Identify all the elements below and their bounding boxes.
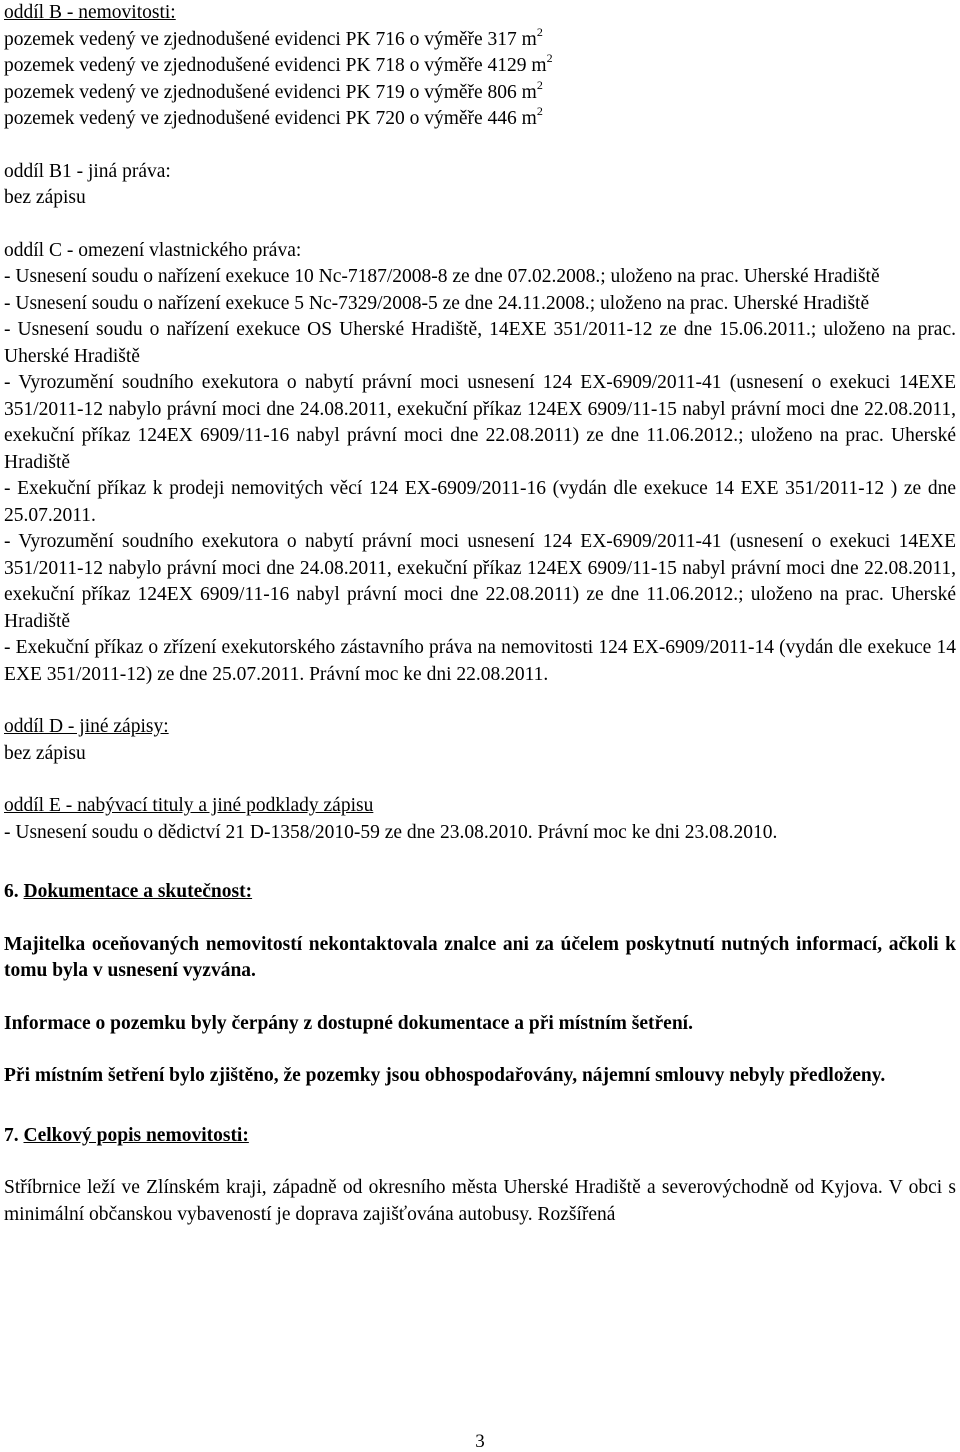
section-c (4, 238, 956, 689)
section-d (4, 714, 956, 767)
page-number: 3 (475, 1431, 485, 1452)
section-number: 6. (4, 881, 19, 902)
superscript: 2 (546, 51, 553, 65)
section-7-paragraph: Stříbrnice leží ve Zlínském kraji, západně od okresního města Uherské Hradiště a severovýchodně od Kyjova. V obci s minimální občanskou vybaveností je doprava zajišťována autobusy. Rozšířená (4, 1177, 956, 1225)
section-6 (4, 879, 956, 1090)
section-e (4, 793, 956, 846)
section-d-body: bez zápisu (4, 742, 86, 764)
section-6-paragraph: Informace o pozemku byly čerpány z dostupné dokumentace a při místním šetření. (4, 1012, 693, 1034)
section-title: Dokumentace a skutečnost: (23, 881, 253, 902)
section-6-paragraph: Majitelka oceňovaných nemovitostí nekontaktovala znalce ani za účelem poskytnutí nutných informací, ačkoli k tomu byla v usnesení vyzvána. (4, 933, 956, 981)
section-c-entry: - Exekuční příkaz o zřízení exekutorského zástavního práva na nemovitosti 124 EX-6909/2011-14 (vydán dle exekuce 14 EXE 351/2011-12) ze dne 25.07.2011. Právní moc ke dni 22.08.2011. (4, 637, 956, 685)
superscript: 2 (536, 77, 543, 92)
section-title: Celkový popis nemovitosti: (23, 1124, 249, 1146)
section-c-entry: - Vyrozumění soudního exekutora o nabytí právní moci usnesení 124 EX-6909/2011-41 (usnesení o exekuci 14EXE 351/2011-12 nabylo právní moci dne 24.08.2011, exekuční příkaz 124EX 6909/11-15 nabyl právní moci dne 22.08.2011, exekuční příkaz 124EX 6909/11-16 nabyl právní moci dne 22.08.2011) ze dne 11.06.2012.; uloženo na prac. Uherské Hradiště (4, 372, 956, 473)
section-e-body: - Usnesení soudu o dědictví 21 D-1358/2010-59 ze dne 23.08.2010. Právní moc ke dni 23.08.2010. (4, 821, 778, 843)
section-6-heading (4, 879, 956, 906)
section-7 (4, 1123, 956, 1229)
section-b (4, 0, 956, 133)
section-b1-body: bez zápisu (4, 187, 86, 208)
section-c-heading: oddíl C - omezení vlastnického práva: (4, 239, 302, 261)
section-e-heading: oddíl E - nabývací tituly a jiné podklady zápisu (4, 795, 374, 816)
section-b1 (4, 159, 956, 212)
superscript: 2 (536, 24, 543, 39)
section-6-paragraph: Při místním šetření bylo zjištěno, že pozemky jsou obhospodařovány, nájemní smlouvy nebyly předloženy. (4, 1065, 886, 1086)
section-c-entry: - Usnesení soudu o nařízení exekuce OS Uherské Hradiště, 14EXE 351/2011-12 ze dne 15.06.2011.; uloženo na prac. Uherské Hradiště (4, 319, 956, 367)
section-d-heading: oddíl D - jiné zápisy: (4, 716, 169, 737)
section-7-heading (4, 1123, 956, 1150)
section-b-item: pozemek vedený ve zjednodušené evidenci PK 720 o výměře 446 $m^2$ (4, 104, 543, 129)
section-b-heading: oddíl B - nemovitosti: (4, 2, 176, 23)
section-b1-heading: oddíl B1 - jiná práva: (4, 160, 171, 182)
document-page (4, 0, 956, 1228)
section-b-item: pozemek vedený ve zjednodušené evidenci PK 716 o výměře 317 $m^2$ (4, 24, 543, 50)
superscript: 2 (536, 104, 543, 118)
section-b-item: pozemek vedený ve zjednodušené evidenci PK 718 o výměře 4129 $m^2$ (4, 51, 553, 76)
section-number: 7. (4, 1124, 19, 1146)
section-c-entry: - Vyrozumění soudního exekutora o nabytí právní moci usnesení 124 EX-6909/2011-41 (usnesení o exekuci 14EXE 351/2011-12 nabylo právní moci dne 24.08.2011, exekuční příkaz 124EX 6909/11-15 nabyl právní moci dne 22.08.2011, exekuční příkaz 124EX 6909/11-16 nabyl právní moci dne 22.08.2011) ze dne 11.06.2012.; uloženo na prac. Uherské Hradiště (4, 531, 956, 632)
section-c-entry: - Exekuční příkaz k prodeji nemovitých věcí 124 EX-6909/2011-16 (vydán dle exekuce 14 EXE 351/2011-12 ) ze dne 25.07.2011. (4, 478, 956, 526)
section-c-entry: - Usnesení soudu o nařízení exekuce 5 Nc-7329/2008-5 ze dne 24.11.2008.; uloženo na prac. Uherské Hradiště (4, 292, 870, 314)
section-b-item: pozemek vedený ve zjednodušené evidenci PK 719 o výměře 806 $m^2$ (4, 77, 543, 103)
section-c-entry: - Usnesení soudu o nařízení exekuce 10 Nc-7187/2008-8 ze dne 07.02.2008.; uloženo na prac. Uherské Hradiště (4, 266, 880, 287)
